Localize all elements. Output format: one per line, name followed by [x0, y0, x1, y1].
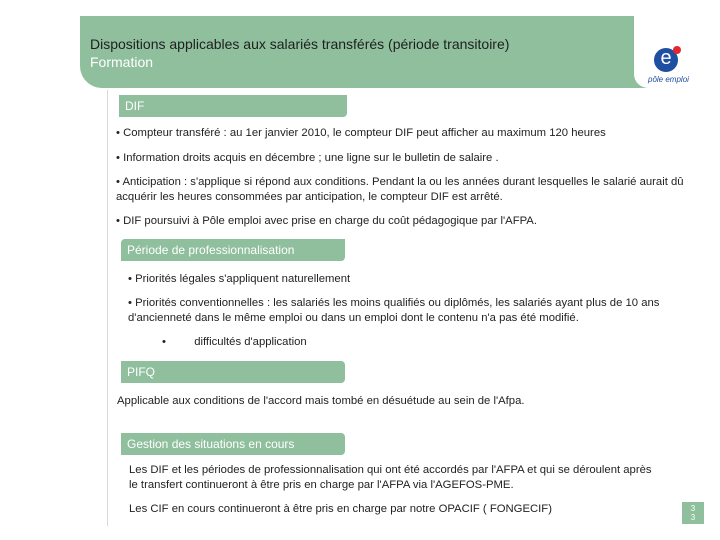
- pole-emploi-logo: [634, 16, 696, 88]
- professionnalisation-item-1: • Priorités légales s'appliquent naturellement: [128, 273, 351, 285]
- section-heading-professionnalisation: Période de professionnalisation: [121, 239, 345, 261]
- professionnalisation-item-2: • Priorités conventionnelles : les salariés les moins qualifiés ou diplômés, les salariés ayant plus de 10 ans d'ancienneté dans le même emploi ou dans un emploi dont le contenu n'a pas été modifié.: [128, 297, 660, 324]
- slide-header: [80, 16, 696, 88]
- dif-item-3: • Anticipation : s'applique si répond aux conditions. Pendant la ou les années durant lesquelles le salarié aurait dû acquérir les heures consommées par anticipation, le compteur DIF est arrêté.: [116, 176, 684, 203]
- section-heading-gestion: Gestion des situations en cours: [121, 433, 345, 455]
- section-heading-pifq: PIFQ: [121, 361, 345, 383]
- logo-brand-text: pôle emploi: [648, 75, 689, 84]
- logo-letter: e: [654, 48, 678, 72]
- dif-item-4: • DIF poursuivi à Pôle emploi avec prise en charge du coût pédagogique par l'AFPA.: [116, 215, 537, 227]
- slide-title: Dispositions applicables aux salariés transférés (période transitoire): [90, 36, 510, 52]
- section-heading-dif: DIF: [119, 95, 347, 117]
- professionnalisation-item-3: • difficultés d'application: [162, 336, 307, 348]
- gestion-item-1: Les DIF et les périodes de professionnalisation qui ont été accordés par l'AFPA et qui se déroulent après le transfert continueront à être pris en charge par l'AFPA via l'AGEFOS-PME.: [129, 464, 652, 491]
- pifq-text: Applicable aux conditions de l'accord mais tombé en désuétude au sein de l'Afpa.: [117, 395, 525, 407]
- page-number: 3 3: [682, 502, 704, 524]
- gestion-item-2: Les CIF en cours continueront à être pris en charge par notre OPACIF ( FONGECIF): [129, 503, 552, 515]
- dif-item-1: • Compteur transféré : au 1er janvier 2010, le compteur DIF peut afficher au maximum 120 heures: [116, 127, 606, 139]
- slide-subtitle: Formation: [90, 54, 154, 70]
- side-divider: [107, 90, 108, 526]
- dif-item-2: • Information droits acquis en décembre ; une ligne sur le bulletin de salaire .: [116, 152, 499, 164]
- logo-dot-icon: [673, 46, 681, 54]
